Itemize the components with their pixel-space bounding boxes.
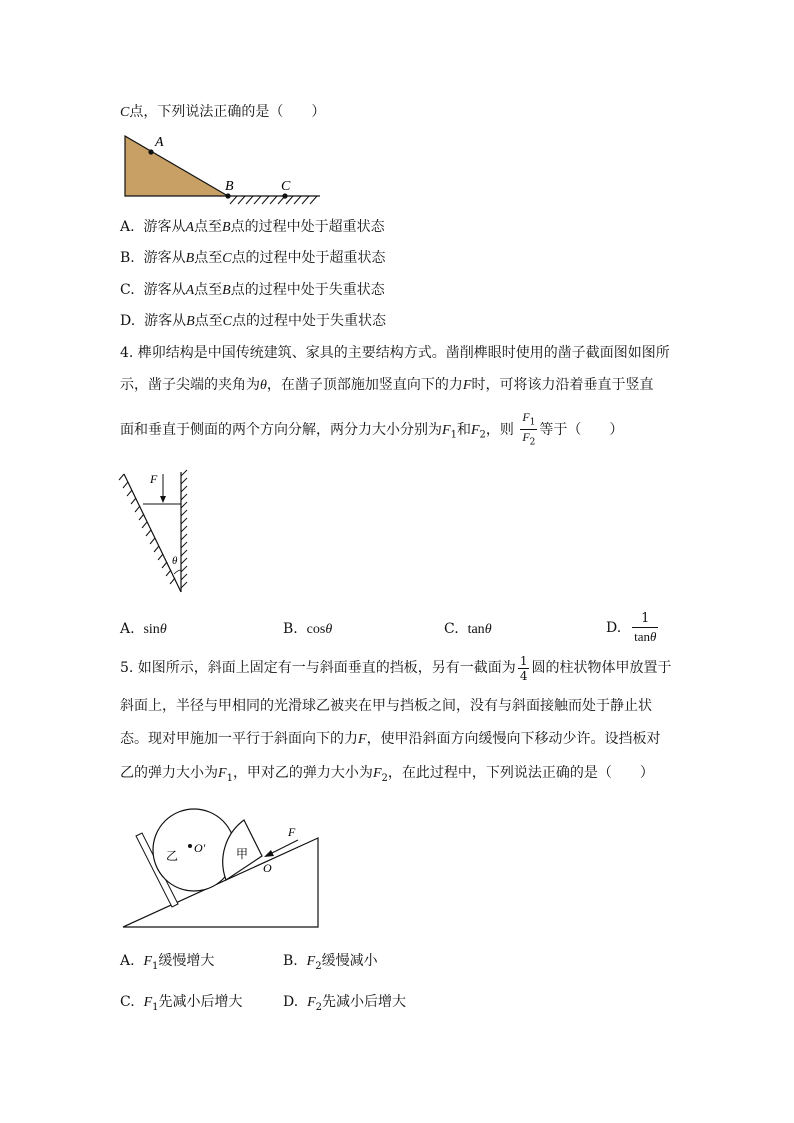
label-c: C xyxy=(281,179,291,194)
force-f-head xyxy=(264,850,274,857)
q3-intro-text: 点，下列说法正确的是（ ） xyxy=(129,104,326,120)
side-hatching xyxy=(119,474,175,584)
q4-ratio-fraction: $\frac{F_1}{F_2}$ xyxy=(522,410,536,448)
point-b-dot xyxy=(225,193,230,198)
ground-hatching xyxy=(230,196,317,204)
q5-line4: 乙的弹力大小为$F_1$，甲对乙的弹力大小为$F_2$，在此过程中，下列说法正确的是（ ） xyxy=(120,765,654,784)
force-arrow-head xyxy=(160,496,166,503)
label-jia: 甲 xyxy=(236,847,249,861)
q4-option-d: D. $\frac{1}{\tan\theta}$ xyxy=(606,611,657,644)
label-theta: θ xyxy=(172,555,178,567)
label-a: A xyxy=(155,135,164,150)
q5-quarter-fraction: $\frac{1}{4}$ xyxy=(519,653,528,683)
q4-line3: 面和垂直于侧面的两个方向分解，两分力大小分别为$F_1$和$F_2$，则 $\frac{F_1}{F_2}$ 等于（ ） xyxy=(120,410,624,448)
q3-point-c: C xyxy=(120,105,130,120)
q5-option-b: B. $F_2$缓慢减小 xyxy=(283,953,378,972)
q5-option-c: C. $F_1$先减小后增大 xyxy=(120,994,243,1013)
chisel-side-face xyxy=(124,474,181,592)
angle-arc xyxy=(174,570,181,574)
q5-option-a: A. $F_1$缓慢增大 xyxy=(120,953,215,972)
vertical-hatching xyxy=(181,470,187,588)
q4-option-a: A. sinθ xyxy=(120,621,167,637)
point-a-dot xyxy=(148,149,153,154)
q5-line1: 5. 如图所示，斜面上固定有一与斜面垂直的挡板，另有一截面为 $\frac{1}{4}$ 圆的柱状物体甲放置于 xyxy=(120,653,672,683)
label-f: F xyxy=(150,472,158,486)
q4-option-b: B. cosθ xyxy=(283,621,333,637)
label-f: F xyxy=(288,825,296,839)
slope-triangle xyxy=(125,136,228,196)
label-o: O xyxy=(263,861,272,875)
q4-line2: 示，凿子尖端的夹角为θ，在凿子顶部施加竖直向下的力F时，可将该力沿着垂直于竖直 xyxy=(120,377,654,393)
q3-option-b: B. 游客从B点至C点的过程中处于超重状态 xyxy=(120,250,386,266)
label-o-prime: O′ xyxy=(194,841,206,855)
q3-option-a: A. 游客从A点至B点的过程中处于超重状态 xyxy=(120,219,385,235)
q3-intro xyxy=(120,103,325,122)
q5-line2: 斜面上，半径与甲相同的光滑球乙被夹在甲与挡板之间，没有与斜面接触而处于静止状 xyxy=(120,698,652,714)
label-yi: 乙 xyxy=(166,849,179,863)
point-c-dot xyxy=(282,193,287,198)
q4-option-c: C. tanθ xyxy=(444,621,492,637)
q5-line3: 态。现对甲施加一平行于斜面向下的力F，使甲沿斜面方向缓慢向下移动少许。设挡板对 xyxy=(120,731,661,747)
q5-option-d: D. $F_2$先减小后增大 xyxy=(283,994,407,1013)
q3-option-d: D. 游客从B点至C点的过程中处于失重状态 xyxy=(120,313,386,329)
force-f-shaft xyxy=(270,840,298,854)
label-b: B xyxy=(225,179,234,194)
ball-center-dot xyxy=(188,844,192,848)
q4-chisel-figure xyxy=(118,470,198,600)
q4-line1: 4. 榫卯结构是中国传统建筑、家具的主要结构方式。凿削榫眼时使用的凿子截面图如图所 xyxy=(120,345,670,361)
q5-incline-figure xyxy=(120,800,330,932)
q3-option-c: C. 游客从A点至B点的过程中处于失重状态 xyxy=(120,282,385,298)
q3-slide-figure xyxy=(120,128,335,208)
